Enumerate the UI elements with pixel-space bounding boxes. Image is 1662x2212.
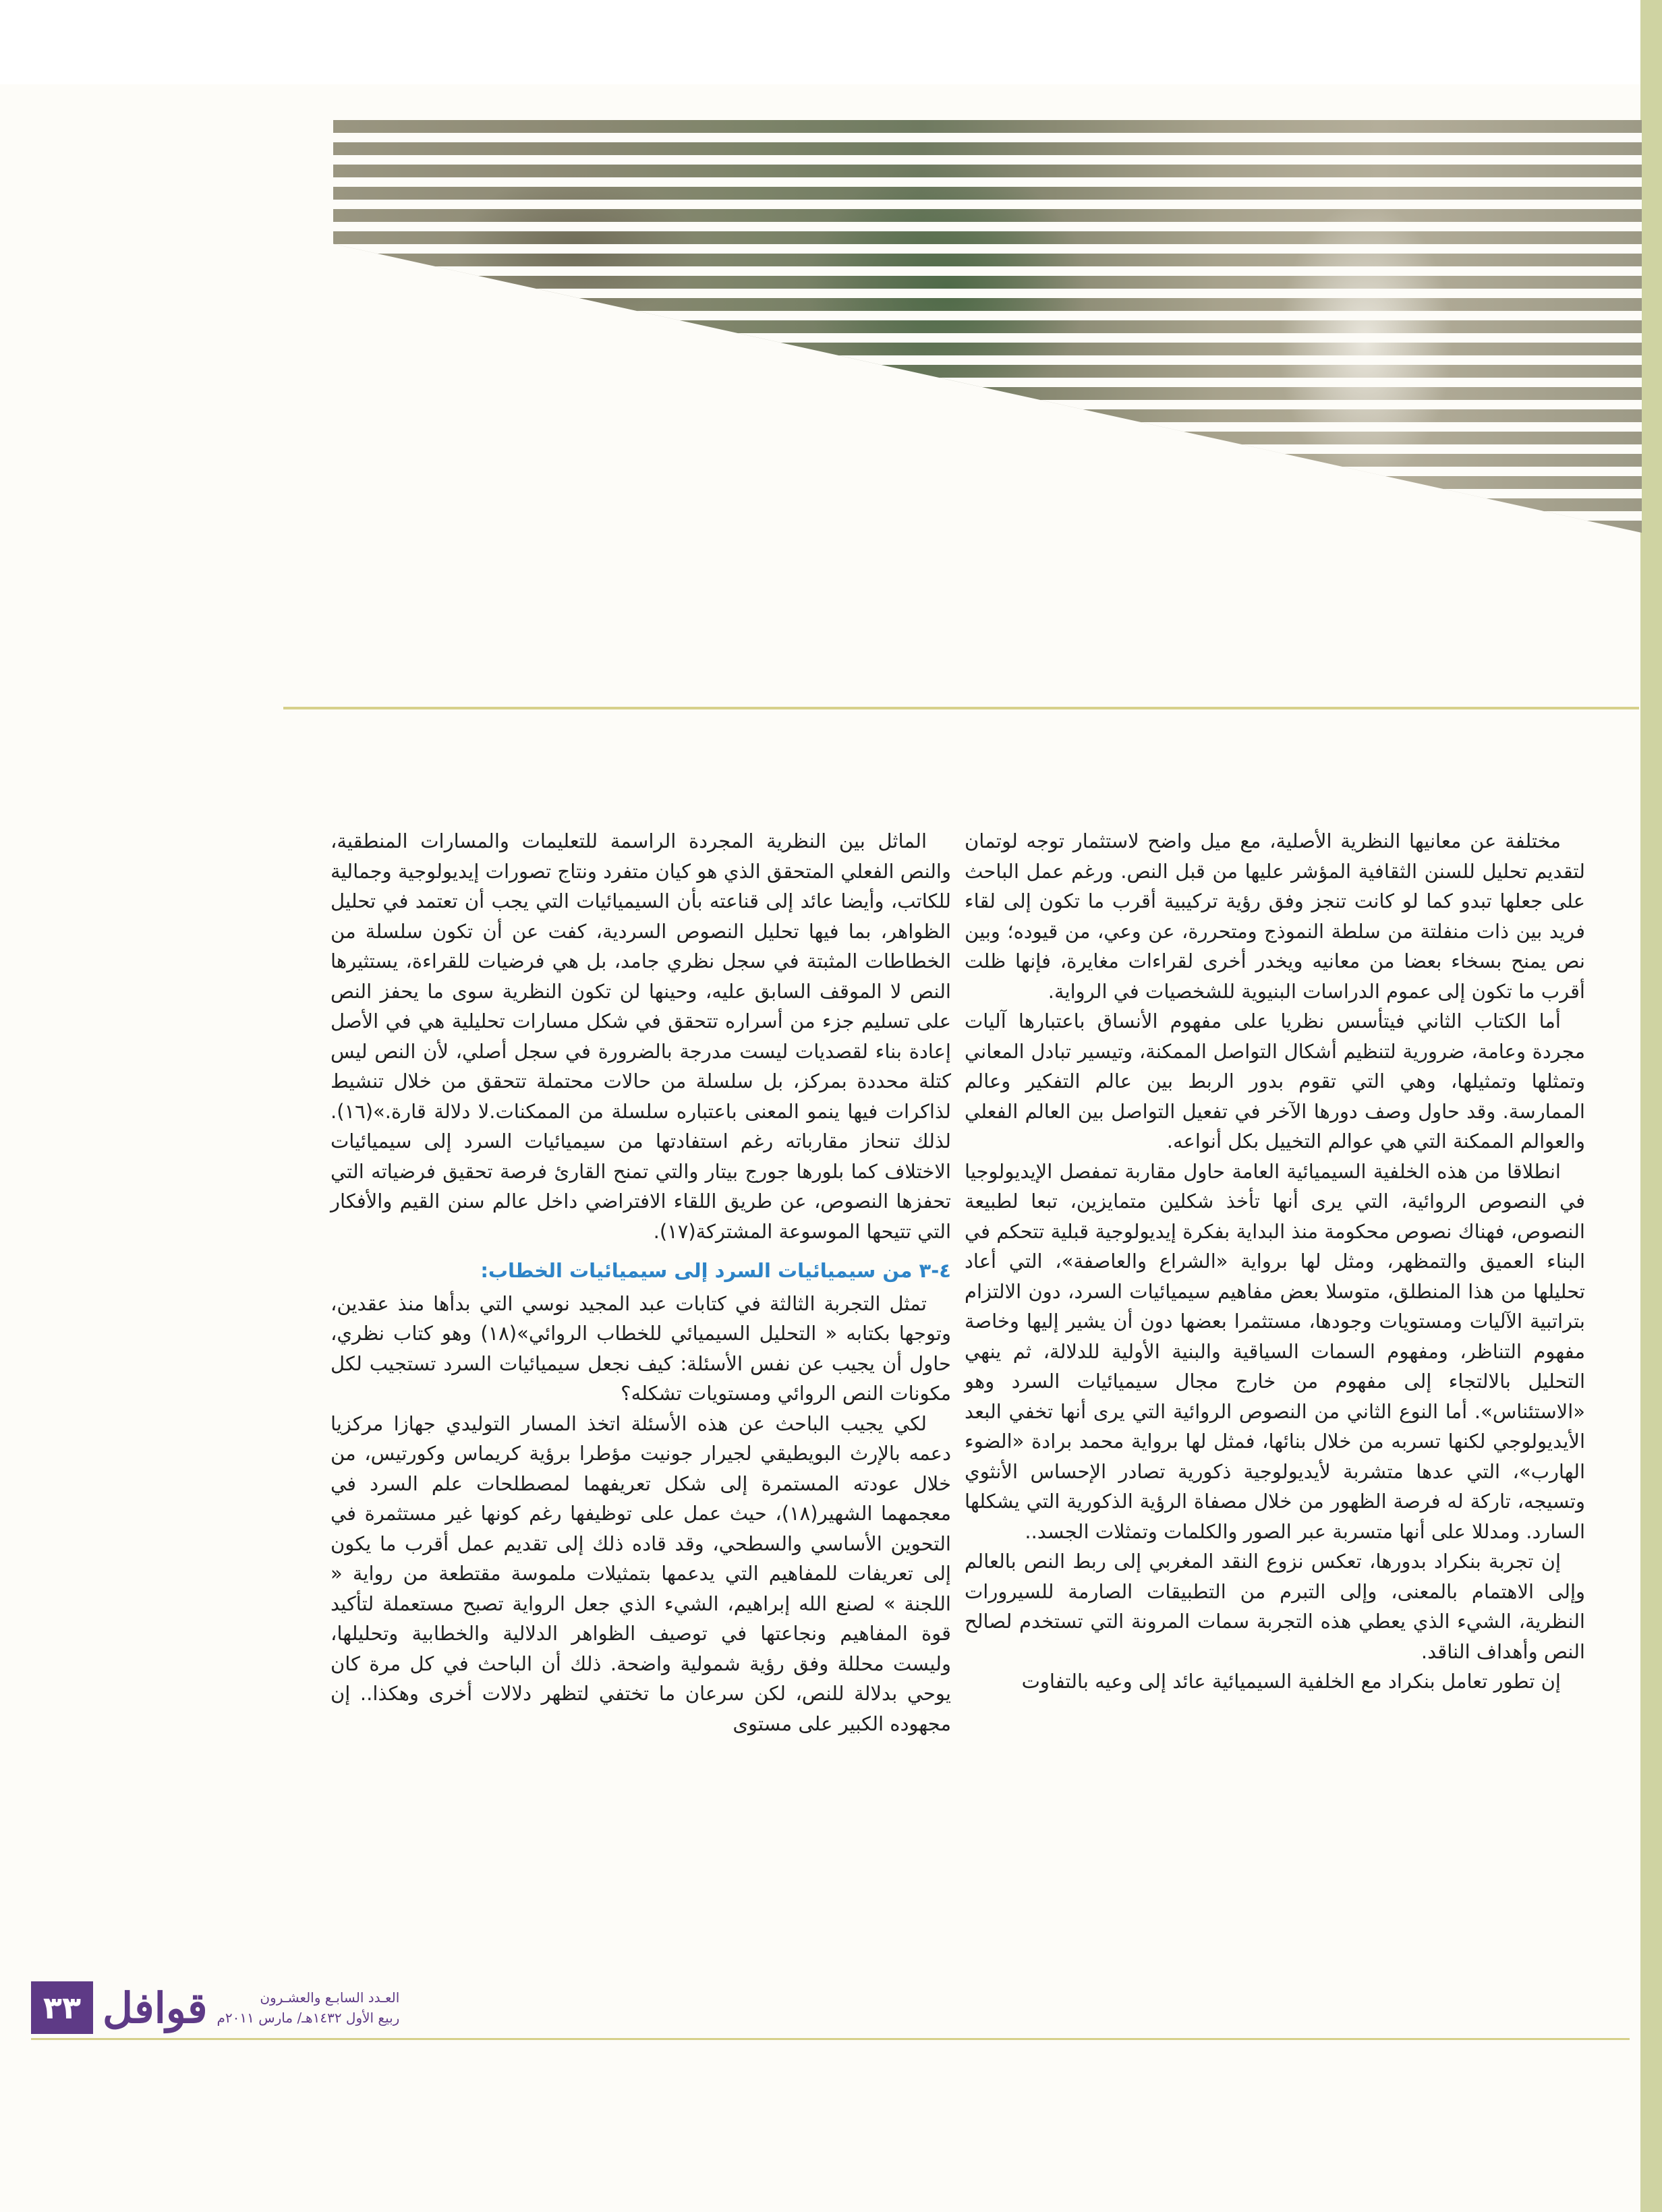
page-edge-strip [1640, 0, 1662, 2212]
header-divider [283, 707, 1639, 709]
striped-header-photo [333, 120, 1642, 533]
right-text-column [965, 826, 1585, 1697]
paragraph: تمثل التجربة الثالثة في كتابات عبد المجيد نوسي التي بدأها منذ عقدين، وتوجها بكتابه « التحليل السيميائي للخطاب الروائي»(١٨) وهو كتاب نظري، حاول أن يجيب عن نفس الأسئلة: كيف نجعل سيميائيات السرد تستجيب لكل مكونات النص الروائي ومستويات تشكله؟ [331, 1291, 951, 1405]
paragraph: الماثل بين النظرية المجردة الراسمة للتعليمات والمسارات المنطقية، والنص الفعلي المتحقق الذي هو كيان متفرد ونتاج تصورات إيديولوجية وجمالية للكاتب، وأيضا عائد إلى قناعته بأن السيميائيات التي يجب أن تعتمد في تحليل الظواهر، بما فيها تحليل النصوص السردية، كفت عن أن تكون سلسلة من الخطاطات المثبتة في سجل نظري جامد، بل هي فرضيات للقراءة، يستثيرها النص لا الموقف السابق عليه، وحينها لن تكون النظرية سوى ما يحفز النص على تسليم جزء من أسراره تتحقق في شكل مسارات تحليلية هي في الأصل إعادة بناء لقصديات ليست مدرجة بالضرورة في سجل أصلي، لأن النص ليس كتلة محددة بمركز، بل سلسلة من حالات محتملة تتحقق من خلال تنشيط لذاكرات فيها ينمو المعنى باعتباره سلسلة من الممكنات.لا دلالة قارة.»(١٦). لذلك تنحاز مقارباته رغم استفادتها من سيميائيات السرد إلى سيميائيات الاختلاف كما بلورها جورج بيتار والتي تمنح القارئ فرصة تحقيق فرضياته التي تحفزها النصوص، عن طريق اللقاء الافتراضي داخل عالم سنن القيم والأفكار التي تتيحها الموسوعة المشتركة(١٧). [331, 830, 951, 1243]
top-margin [0, 0, 1662, 84]
issue-date: ربيع الأول ١٤٣٢هـ/ مارس ٢٠١١م [217, 2010, 400, 2026]
page-number: ٣٣ [31, 1981, 93, 2034]
issue-info [217, 1987, 399, 2028]
magazine-logo: قوافل [103, 1983, 208, 2033]
paragraph: أما الكتاب الثاني فيتأسس نظريا على مفهوم الأنساق باعتبارها آليات مجردة وعامة، ضرورية لتنظيم أشكال التواصل الممكنة، وتيسير تبادل المعاني وتمثلها وتمثيلها، وهي التي تقوم بدور الربط بين عالم التفكير وعالم الممارسة. وقد حاول وصف دورها الآخر في تفعيل التواصل بين العالم الفعلي والعوالم الممكنة التي هي عوالم التخييل بكل أنواعه. [965, 1010, 1585, 1153]
section-heading: ٤-٣ من سيميائيات السرد إلى سيميائيات الخطاب: [480, 1259, 951, 1282]
paragraph: مختلفة عن معانيها النظرية الأصلية، مع ميل واضح لاستثمار توجه لوتمان لتقديم تحليل للسنن الثقافية المؤشر عليها من قبل النص. ورغم عمل الباحث على جعلها تبدو كما لو كانت تنجز وفق رؤية تركيبية أقرب ما تكون إلى لقاء فريد بين ذات منفلتة من سلطة النموذج ومتحررة، عن وعي، من قيوده؛ وبين نص يمنح بسخاء بعضا من معانيه ويخدر أخرى لقراءات مغايرة، فإنها ظلت أقرب ما تكون إلى عموم الدراسات البنيوية للشخصيات في الرواية. [965, 830, 1585, 1003]
paragraph: لكي يجيب الباحث عن هذه الأسئلة اتخذ المسار التوليدي جهازا مركزيا دعمه بالإرث البويطيقي لجيرار جونيت مؤطرا برؤية كريماس وكورتيس، من خلال عودته المستمرة إلى شكل تعريفهما لمصطلحات علم السرد في معجمهما الشهير(١٨)، حيث عمل على توظيفها رغم كونها غير مستثمرة في التحوين الأساسي والسطحي، وقد قاده ذلك إلى تقديم عمل أقرب ما يكون إلى تعريفات للمفاهيم التي يدعمها بتمثيلات ملموسة مقتطعة من رواية « اللجنة » لصنع الله إبراهيم، الشيء الذي جعل الرواية تصبح مستعملة لتأكيد قوة المفاهيم ونجاعتها في توصيف الظواهر الدلالية والخطابية وتحليلها، وليست محللة وفق رؤية شمولية واضحة. ذلك أن الباحث في كل مرة كان يوحي بدلالة للنص، لكن سرعان ما تختفي لتظهر دلالات أخرى وهكذا.. إن مجهوده الكبير على مستوى [331, 1411, 951, 1735]
page-footer [31, 1981, 399, 2034]
photo-stripes-overlay [333, 120, 1642, 533]
footer-rule [31, 2038, 1630, 2040]
left-text-column [331, 826, 951, 1739]
paragraph: انطلاقا من هذه الخلفية السيميائية العامة حاول مقاربة تمفصل الإيديولوجيا في النصوص الروائية، التي يرى أنها تأخذ شكلين متمايزين، تبعا لطبيعة النصوص، فهناك نصوص محكومة منذ البداية بفكرة إيديولوجية قبلية تتحكم في البناء العميق والتمظهر، ومثل لها برواية «الشراع والعاصفة»، التي أعاد تحليلها من هذا المنطلق، متوسلا بعض مفاهيم سيميائيات السرد، دون الالتزام بتراتبية الآليات ومستويات وجودها، مستثمرا بعضها دون أن يشير إليها وخاصة مفهوم التناظر، ومفهوم السمات السياقية والبنية الأولية للدلالة، ثم ينهي التحليل بالالتجاء إلى مفهوم من خارج مجال سيميائيات السرد وهو «الاستئناس». أما النوع الثاني من النصوص الروائية التي يرى أنها تخفي البعد الأيديولوجي لكنها تسربه من خلال بنائها، فمثل لها برواية محمد برادة «الضوء الهارب»، التي عدها متشربة لأيديولوجية ذكورية تصادر الإحساس الأنثوي وتسيجه، تاركة له فرصة الظهور من خلال مصفاة الرؤية الذكورية التي يشكلها السارد. ومدللا على أنها متسربة عبر الصور والكلمات وتمثلات الجسد.. [965, 1159, 1585, 1543]
issue-number: العـدد السابـع والعشـرون [260, 1989, 400, 2006]
paragraph: إن تطور تعامل بنكراد مع الخلفية السيميائية عائد إلى وعيه بالتفاوت [1021, 1670, 1561, 1693]
paragraph: إن تجربة بنكراد بدورها، تعكس نزوع النقد المغربي إلى ربط النص بالعالم وإلى الاهتمام بالمعنى، وإلى التبرم من التطبيقات الصارمة للسيرورات النظرية، الشيء الذي يعطي هذه التجربة سمات المرونة التي تستخدم لصالح النص وأهداف الناقد. [965, 1550, 1585, 1663]
